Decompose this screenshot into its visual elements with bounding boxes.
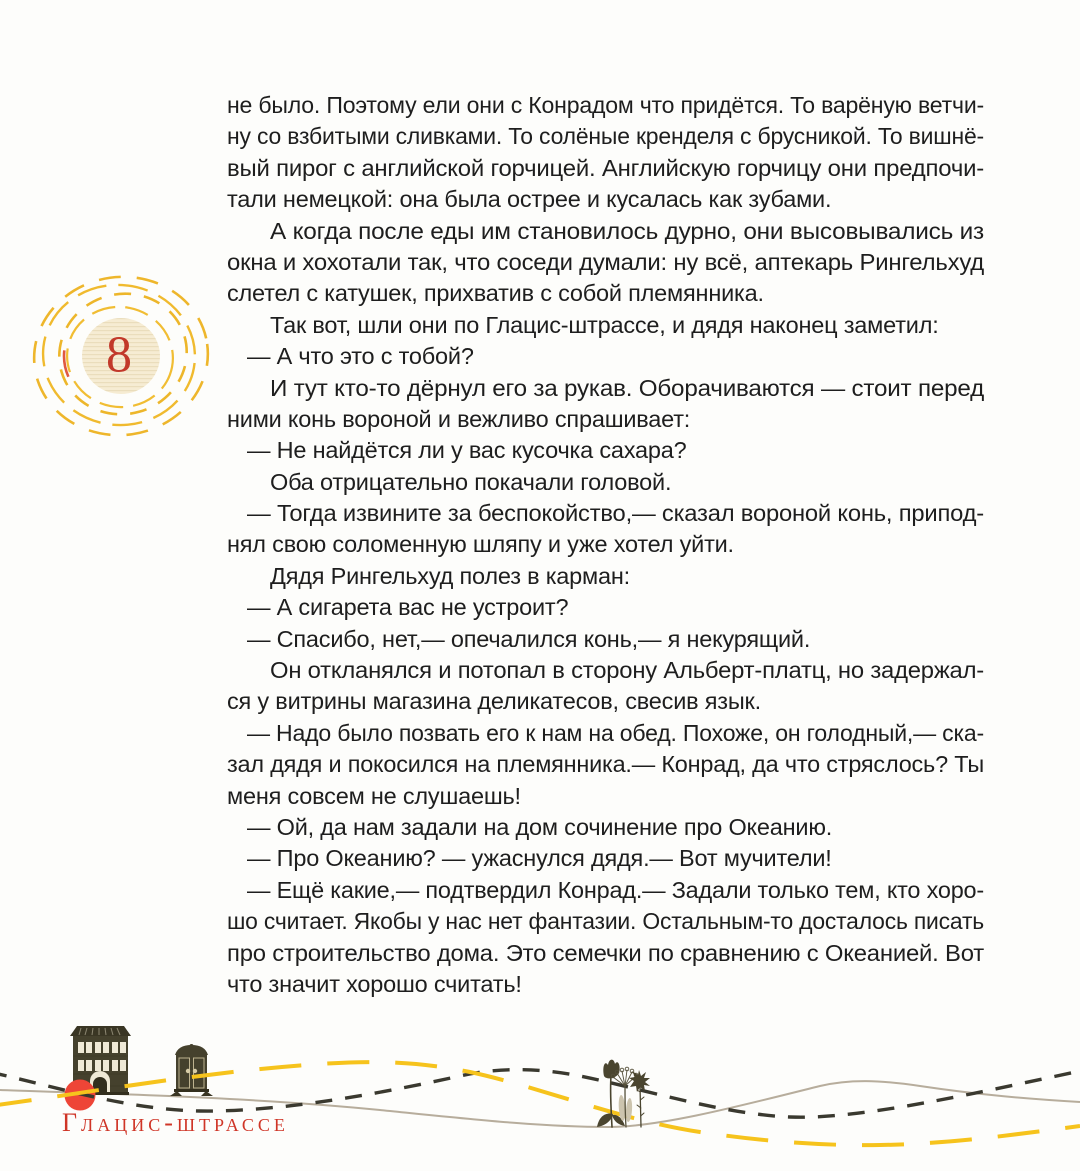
- text-line-content: — А сигарета вас не устроит?: [247, 594, 569, 621]
- text-line: [227, 341, 984, 372]
- text-line: [227, 278, 984, 309]
- text-line: [227, 467, 984, 498]
- text-line: [227, 624, 984, 655]
- text-line: [227, 781, 984, 812]
- text-line-content: — Ой, да нам задали на дом сочинение про Океанию.: [247, 813, 833, 840]
- text-line: [227, 938, 984, 969]
- page-number: 8: [106, 326, 132, 384]
- text-line-content: не было. Поэтому ели они с Конрадом что придётся. То варёную ветчи-: [227, 92, 984, 118]
- text-line-content: тали немецкой: она была острее и кусалась как зубами.: [227, 186, 832, 213]
- text-line: [227, 310, 984, 341]
- text-line-content: — Не найдётся ли у вас кусочка сахара?: [247, 437, 687, 464]
- text-line-content: — А что это с тобой?: [247, 343, 474, 370]
- text-line-content: А когда после еды им становилось дурно, они высовывались из: [270, 217, 984, 244]
- text-line-content: — Про Океанию? — ужаснулся дядя.— Вот мучители!: [247, 845, 832, 872]
- text-line: [227, 655, 984, 686]
- text-line-content: ну со взбитыми сливками. То солёные кренделя с брусникой. То вишнё-: [227, 123, 984, 150]
- text-line-content: окна и хохотали так, что соседи думали: ну всё, аптекарь Рингельхуд: [227, 248, 985, 275]
- text-line-content: нял свою соломенную шляпу и уже хотел уйти.: [227, 531, 734, 558]
- street-caption: Глацис-штрассе: [62, 1108, 289, 1137]
- text-line: [227, 529, 984, 560]
- text-line-content: Дядя Рингельхуд полез в карман:: [270, 562, 630, 589]
- page-number-medallion: [25, 264, 220, 449]
- text-line-content: шо считает. Якобы у нас нет фантазии. Остальным-то досталось писать: [227, 908, 984, 935]
- text-line-content: — Ещё какие,— подтвердил Конрад.— Задали только тем, кто хоро-: [247, 876, 984, 903]
- text-line: [227, 404, 984, 435]
- gate-icon: [170, 1044, 213, 1096]
- text-line: [227, 373, 984, 404]
- text-line-content: слетел с катушек, прихватив с собой племянника.: [227, 280, 764, 307]
- text-line-content: ними конь вороной и вежливо спрашивает:: [227, 405, 691, 432]
- text-line: [227, 498, 984, 529]
- text-line-content: что значит хорошо считать!: [227, 970, 522, 997]
- flowers: [597, 1060, 650, 1127]
- text-line-content: вый пирог с английской горчицей. Английскую горчицу они предпочи-: [227, 154, 984, 181]
- text-line-content: ся у витрины магазина деликатесов, свесив язык.: [227, 688, 761, 715]
- text-line-content: — Тогда извините за беспокойство,— сказал вороной конь, припод-: [247, 500, 984, 527]
- text-line: [227, 216, 984, 247]
- text-line: [227, 718, 984, 749]
- text-line-content: — Надо было позвать его к нам на обед. Похоже, он голодный,— ска-: [247, 719, 984, 746]
- text-line: [227, 812, 984, 843]
- text-line: [227, 184, 984, 215]
- text-line: [227, 561, 984, 592]
- text-line: [227, 121, 984, 152]
- text-line: [227, 153, 984, 184]
- text-line: [227, 906, 984, 937]
- text-line: [227, 969, 984, 1000]
- street-illustration: [0, 1010, 1080, 1171]
- text-line: [227, 90, 984, 121]
- text-line: [227, 247, 984, 278]
- text-line-content: Он откланялся и потопал в сторону Альберт-платц, но задержал-: [270, 657, 984, 684]
- text-line-content: про строительство дома. Это семечки по сравнению с Океанией. Вот: [227, 939, 984, 966]
- body-text: [227, 90, 984, 1000]
- text-line-content: — Спасибо, нет,— опечалился конь,— я некурящий.: [247, 625, 811, 652]
- text-line-content: И тут кто-то дёрнул его за рукав. Оборачиваются — стоит перед: [270, 374, 984, 401]
- text-line: [227, 749, 984, 780]
- text-line-content: меня совсем не слушаешь!: [227, 782, 521, 809]
- text-line-content: Так вот, шли они по Глацис-штрассе, и дядя наконец заметил:: [270, 311, 939, 338]
- text-line: [227, 686, 984, 717]
- text-line: [227, 843, 984, 874]
- text-line: [227, 592, 984, 623]
- text-line: [227, 875, 984, 906]
- text-line: [227, 435, 984, 466]
- text-line-content: Оба отрицательно покачали головой.: [270, 468, 672, 495]
- text-line-content: зал дядя и покосился на племянника.— Конрад, да что стряслось? Ты: [227, 751, 984, 778]
